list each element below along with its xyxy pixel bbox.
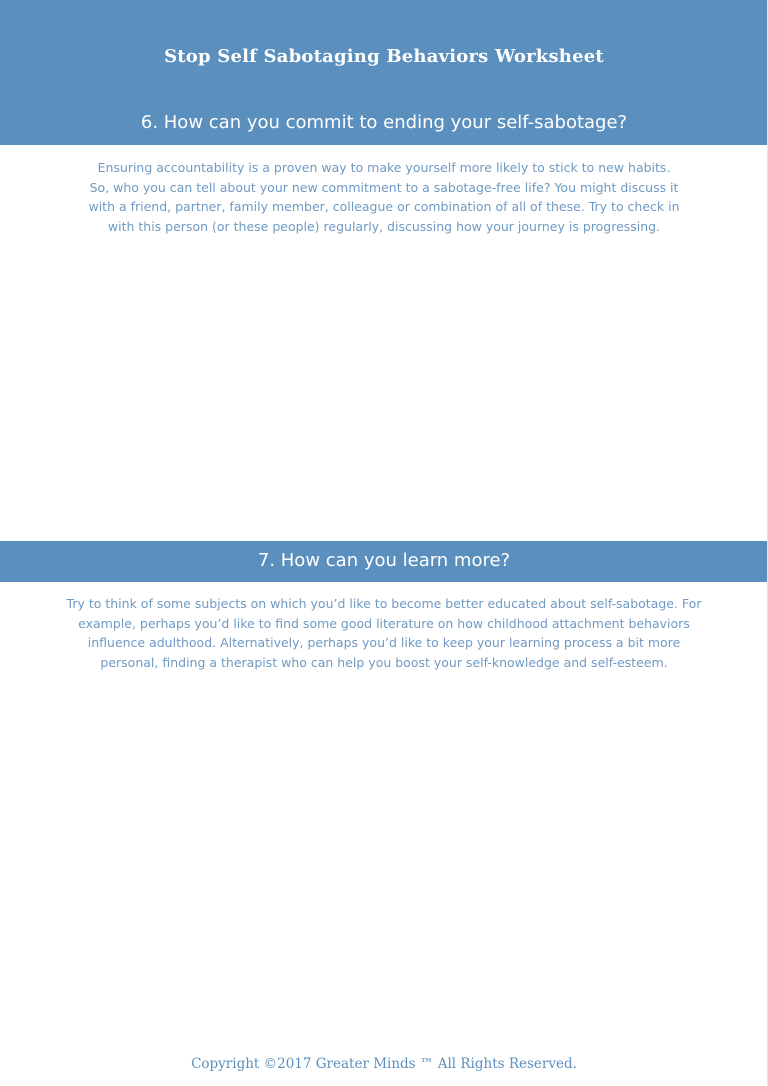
worksheet-title: Stop Self Sabotaging Behaviors Worksheet bbox=[164, 46, 604, 67]
question-6-heading: 6. How can you commit to ending your self-sabotage? bbox=[140, 112, 628, 133]
question-6-body: Ensuring accountability is a proven way to make yourself more likely to stick to new habits. So, who you can tell about your new commitment to a sabotage-free life? You might discuss it with a friend, partner, family member, colleague or combination of all of these. Try to check in with this person (or these people) regularly, discussing how your journey is progressing. bbox=[88, 160, 680, 234]
question-7-body: Try to think of some subjects on which you’d like to become better educated about self-sabotage. For example, perhaps you’d like to find some good literature on how childhood attachment behaviors influence adulthood. Alternatively, perhaps you’d like to keep your learning process a bit more personal, finding a therapist who can help you boost your self-knowledge and self-esteem. bbox=[66, 596, 702, 670]
copyright-footer: Copyright ©2017 Greater Minds ™ All Rights Reserved. bbox=[191, 1056, 577, 1072]
question-7-heading: 7. How can you learn more? bbox=[257, 550, 511, 571]
